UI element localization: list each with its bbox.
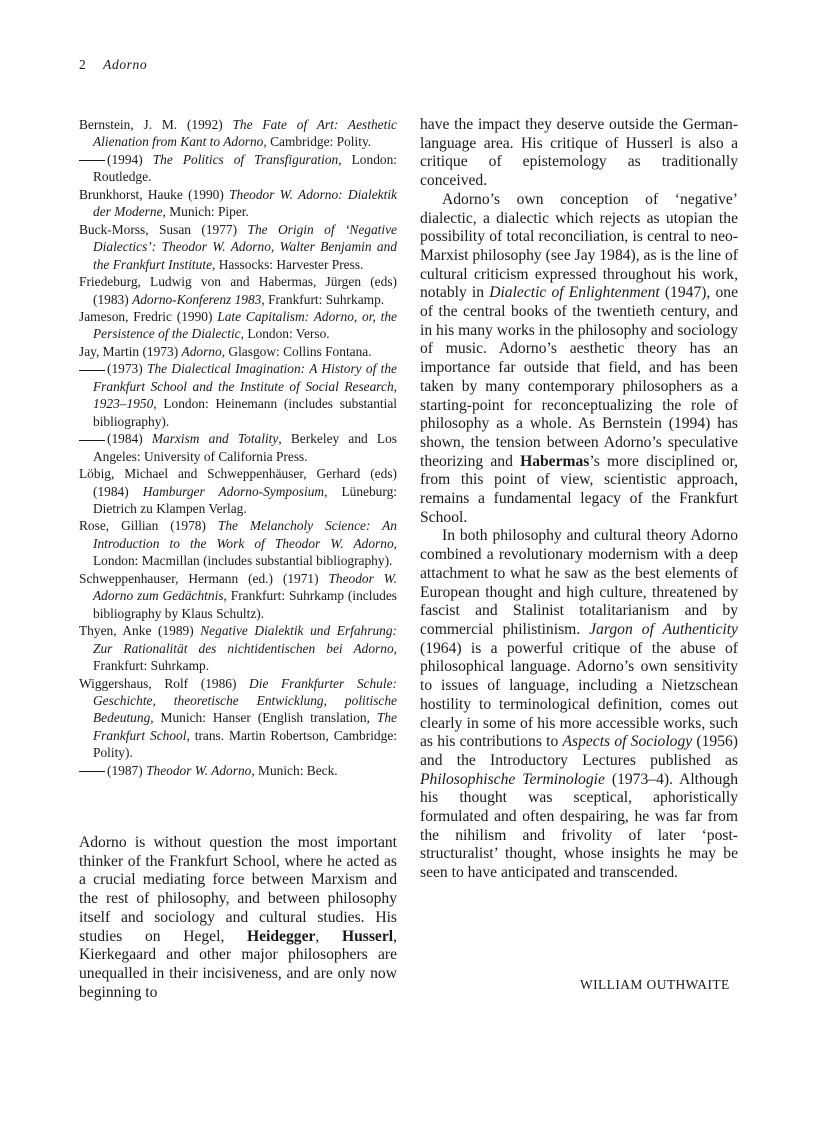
reference-entry	[79, 116, 397, 151]
text-run: , London: Heinemann (includes substantial bibliography).	[93, 396, 397, 429]
left-column	[79, 116, 397, 779]
text-run: , Hassocks: Harvester Press.	[212, 256, 364, 272]
text-run: (1973)	[107, 361, 148, 377]
body-paragraph	[420, 191, 738, 528]
text-run: (1947), one of the central books of the twentieth century, and in his many works in the philosophy and sociology of music. Adorno’s aesthetic theory has an importance far outside that field, and has been taken by many contemporary philosophers as a starting-point for reconceptualizing the role of philosophy as a whole. As Bernstein (1994) has shown, the tension between Adorno’s speculative theorizing and	[420, 284, 738, 470]
reference-entry	[79, 430, 397, 465]
article-body-right	[420, 116, 738, 883]
text-run: Bernstein, J. M. (1992)	[79, 117, 233, 132]
text-run: , trans. Martin Robertson, Cambridge: Polity).	[93, 727, 397, 761]
text-run: , Munich: Piper.	[162, 204, 249, 220]
text-run: , Berkeley and Los Angeles: University of California Press.	[93, 431, 397, 464]
text-run: have the impact they deserve outside the German-language area. His critique of Husserl is also a critique of epistemology as traditionally conceived.	[420, 116, 738, 190]
text-run: , Munich: Beck.	[251, 762, 338, 778]
text-run: (1956) and the Introductory Lectures published as	[420, 733, 738, 769]
italic-title: The Dialectical Imagination: A History of the Frankfurt School and the Institute of Social Research, 1923–1950	[93, 361, 397, 412]
text-run: , Lüneburg: Dietrich zu Klampen Verlag.	[93, 483, 397, 516]
repeat-author-dash	[79, 160, 105, 161]
italic-title: Philosophische Terminologie	[420, 770, 605, 788]
reference-entry	[79, 221, 397, 273]
text-run: , Cambridge: Polity.	[263, 134, 372, 150]
italic-title: Adorno-Konferenz 1983	[132, 291, 262, 307]
repeat-author-dash	[79, 771, 105, 772]
italic-title: Late Capitalism: Adorno, or, the Persistence of the Dialectic	[93, 308, 397, 342]
running-title: Adorno	[103, 57, 148, 72]
repeat-author-dash	[79, 370, 105, 371]
italic-title: The Origin of ‘Negative Dialectics’: Theodor W. Adorno, Walter Benjamin and the Frankfurt Institute	[93, 221, 398, 272]
italic-title: Theodor W. Adorno: Dialektik der Moderne	[93, 186, 397, 220]
text-run: (1994)	[107, 151, 153, 167]
text-run: ,	[315, 927, 342, 945]
text-run: Schweppenhauser, Hermann (ed.) (1971)	[79, 570, 329, 586]
bold-name: Habermas	[520, 452, 590, 470]
italic-title: Dialectic of Enlightenment	[489, 284, 660, 302]
italic-title: Aspects of Sociology	[562, 733, 693, 751]
reference-entry	[79, 186, 397, 221]
italic-title: Negative Dialektik und Erfahrung: Zur Rationalität des nichtidentischen bei Adorno	[93, 623, 397, 656]
italic-title: The Politics of Transfiguration	[152, 151, 339, 167]
reference-entry	[79, 517, 397, 569]
italic-title: The Frankfurt School	[93, 710, 397, 743]
text-run: , Frankfurt: Suhrkamp.	[261, 291, 385, 307]
bold-name: Heidegger	[247, 927, 316, 945]
text-run: Adorno’s own conception of ‘negative’ dialectic, a dialectic which rejects as utopian the possibility of total reconciliation, is central to neo-Marxist philosophy (see Jay 1984), as is the line of cultural criticism expressed throughout his work, notably in	[420, 190, 738, 302]
reference-entry	[79, 308, 397, 343]
italic-title: The Melancholy Science: An Introduction to the Work of Theodor W. Adorno	[93, 518, 397, 551]
text-run: Brunkhorst, Hauke (1990)	[79, 186, 230, 202]
reference-entry	[79, 273, 397, 308]
text-run: Thyen, Anke (1989)	[79, 623, 201, 639]
reference-entry	[79, 570, 397, 622]
body-paragraph	[420, 527, 738, 882]
italic-title: Jargon of Authenticity	[589, 620, 738, 638]
text-run: , London: Routledge.	[93, 151, 397, 185]
text-run: Rose, Gillian (1978)	[79, 518, 218, 534]
text-run: Adorno is without question the most important thinker of the Frankfurt School, where he acted as a crucial mediating force between Marxism and the rest of philosophy, and between philosophy itself and sociology and cultural studies. His studies on Hegel,	[79, 834, 397, 945]
reference-entry	[79, 343, 397, 360]
text-run: In both philosophy and cultural theory Adorno combined a revolutionary modernism with a deep attachment to what he saw as the best elements of European thought and high culture, threatened by fascist and Stalinist totalitarianism and by commercial philistinism.	[420, 527, 738, 638]
reference-entry	[79, 762, 397, 779]
text-run: Wiggershaus, Rolf (1986)	[79, 675, 250, 691]
reference-entry	[79, 465, 397, 517]
page-number: 2	[79, 57, 86, 72]
text-run: Jay, Martin (1973)	[79, 343, 182, 359]
italic-title: Theodor W. Adorno	[146, 762, 252, 778]
text-run: , Frankfurt: Suhrkamp.	[93, 640, 397, 674]
text-run: (1964) is a powerful critique of the abuse of philosophical language. Adorno’s own sensitivity to issues of language, including a Nietzschean hostility to terminological definition, comes out clearly in some of his more accessible works, such as his contributions to	[420, 639, 738, 751]
author-signature: WILLIAM OUTHWAITE	[580, 977, 730, 992]
text-run: , Munich: Hanser (English translation,	[150, 710, 377, 726]
body-paragraph	[420, 116, 738, 191]
text-run: , Frankfurt: Suhrkamp (includes bibliography by Klaus Schultz).	[93, 588, 397, 621]
reference-entry	[79, 675, 397, 762]
text-run: ’s more disciplined or, from this point of view, scientistic approach, remains a fundamental legacy of the Frankfurt School.	[420, 452, 738, 526]
article-body-left	[79, 834, 397, 1002]
reference-entry	[79, 622, 397, 674]
text-run: , London: Verso.	[240, 326, 330, 342]
text-run: Jameson, Fredric (1990)	[79, 308, 218, 324]
reference-entry	[79, 360, 397, 430]
text-run: Friedeburg, Ludwig von and Habermas, Jürgen (eds) (1983)	[79, 274, 397, 307]
italic-title: Adorno	[181, 343, 222, 359]
text-run: , London: Macmillan (includes substantial bibliography).	[93, 535, 397, 569]
reference-entry	[79, 151, 397, 186]
text-run: , Kierkegaard and other major philosophers are unequalled in their incisiveness, and are only now beginning to	[79, 927, 397, 1001]
text-run: , Glasgow: Collins Fontana.	[221, 343, 372, 359]
italic-title: Theodor W. Adorno zum Gedächtnis	[93, 570, 397, 604]
repeat-author-dash	[79, 440, 105, 441]
italic-title: Hamburger Adorno-Symposium	[142, 483, 325, 499]
body-paragraph	[79, 834, 397, 1002]
references-list	[79, 116, 397, 779]
italic-title: The Fate of Art: Aesthetic Alienation from Kant to Adorno	[93, 117, 397, 150]
text-run: (1984)	[107, 431, 152, 447]
text-run: (1973–4). Although his thought was sceptical, aphoristically formulated and often despairing, he was far from the nihilism and frivolity of later ‘post-structuralist’ thought, whose insights he may be seen to have anticipated and transcended.	[420, 770, 739, 882]
text-run: Löbig, Michael and Schweppenhäuser, Gerhard (eds) (1984)	[79, 466, 397, 499]
running-header	[79, 57, 147, 73]
italic-title: Die Frankfurter Schule: Geschichte, theoretische Entwicklung, politische Bedeutung	[93, 675, 397, 726]
text-run: (1987)	[107, 762, 147, 778]
italic-title: Marxism and Totality	[151, 431, 279, 447]
bold-name: Husserl	[341, 927, 394, 945]
text-run: Buck-Morss, Susan (1977)	[79, 221, 248, 237]
